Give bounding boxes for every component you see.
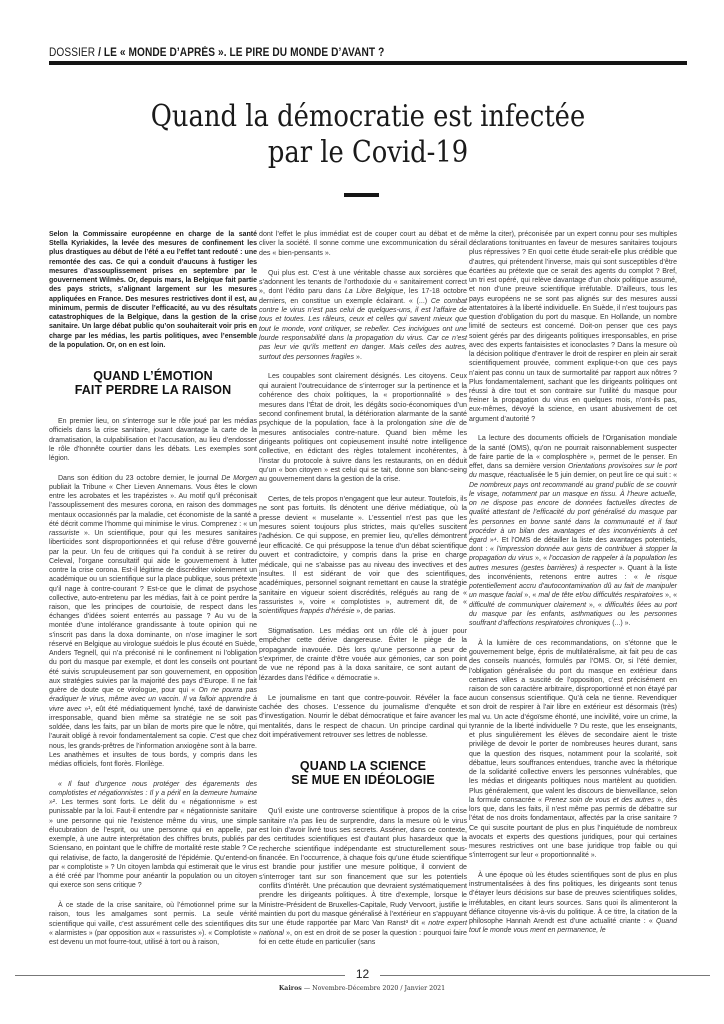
footer-rule-right [380,975,710,976]
column-3 [469,230,677,946]
paragraph [259,495,467,616]
title-line-2: par le Covid-19 [267,135,469,170]
quote: Prenez soin de vous et des autres [544,796,655,804]
text: Certes, de tels propos n’engagent que leur auteur. Toutefois, ils ne sont pas fortuits. Ils dénotent une dérive médiatique, où la presse devient « muselante ». L’essentiel n’est pas que les mesures soient toujours plus strictes, mais qu’elles suscitent l’adhésion. Ce qui suppose, en premier lieu, qu’elles démontrent leur efficacité. Ce qui présuppose la tenue d’un débat scientifique ouvert et contradictoire, y compris dans la prise en charge médicale, qui ne s’abaisse pas au niveau des invectives et des insultes. Il est sidérant de voir que des scientifiques, académiques, personnel soignant remettant en cause la stratégie sanitaire en vigueur soient discrédités, relégués au rang de « rassuristes », voire « complotistes », autrement dit, de « [259,495,467,606]
text: », on est en droit de se poser la question : pourquoi faire foi en cette étude en particulier (sans [259,928,467,947]
text: Les coupables sont clairement désignés. Les citoyens. Ceux qui auraient l’outrecuidance de s’interroger sur la pertinence et la cohérence des choix politiques, la « proportionnalité » des mesures dans l’État de droit, les dégâts socio-économiques d’un second confinement brutal, la détérioration alarmante de la santé psychique de la population, face à la prolongation [259,372,467,428]
subheading-line: SE MUE EN IDÉOLOGIE [291,772,435,787]
article-title [94,99,643,171]
text: À la lumière de ces recommandations, on s’étonne que le gouvernement belge, épris de multilatéralisme, ait fait peu de cas des conseils nuancés, formulés par l’OMS. Or, si l’été dernier, l’obligation généralisée du port du masque en extérieur dans certaines villes a suscité de l’opposition, c’est précisément en raison de son caractère arbitraire, disproportionné et non étayé par aucun consensus scientifique. Qu’à cela ne tienne. Revendiquer son droit de respirer à l’air libre en extérieur est désormais (très) mal vu. Un acte d’égoïsme éhonté, une incivilité, voire un crime, la tyrannie de la liberté individuelle ? Du reste, que les enseignants, et plus singulièrement les élèves de secondaire aient le triste privilège de devoir le porter de nombreuses heures durant, sans que la question des risques, notamment pour la scolarité, soit débattue, leurs souffrances entendues, tranche avec la rhétorique de la solidarité collective envers les personnes vulnérables, que les médias et dirigeants politiques nous martèlent au quotidien. Plus généralement, que valent les discours de bienveillance, selon la formule consacrée « [469,639,677,804]
paragraph [49,780,257,891]
quote: difficulté de communiquer clairement [469,601,587,609]
section-label: DOSSIER [49,47,96,59]
paragraph [469,434,677,628]
text: », « [586,601,605,609]
footer-publication [200,985,524,992]
italic-term: sine die [429,419,456,428]
text: », « [532,555,550,563]
column-1 [49,230,257,958]
paragraph: À ce stade de la crise sanitaire, où l’émotionnel prime sur la raison, tous les amalgames sont permis. La seule vérité scientifique qui vaille, c’est assurément celle des scientifiques dits « alarmistes » (par opposition aux « rassuristes »). « Complotiste » est devenu un mot fourre-tout, utilisé à tort ou à raison, [49,902,257,946]
text: ². Les termes sont forts. Le délit du « négationnisme » est punissable par la loi. Faut-il entendre par « négationniste sanitaire » une personne qui nie l’existence même du virus, une simple élucubration de l’esprit, ou une personne qui en appelle, par exemple, à une autre interprétation des chiffres bruts, publiés par Sciensano, en pointant que le chiffre de mortalité reste stable ? Ce qui relativise, de facto, la dangerosité de l’épidémie. Qu’entend-on par « complotiste » ? Un citoyen lambda qui estimerait que le virus a été créé par l’homme pour anéantir la population ou un citoyen qui exerce son sens critique ? [49,799,257,890]
text: », « [663,592,677,600]
paragraph: Stigmatisation. Les médias ont un rôle clé à jouer pour empêcher cette dérive dangereuse. Éviter le piège de la propagande inavouée. Dès lors qu’une personne a peur de s’exprimer, de crainte d’être vouée aux gémonies, car son point de vue ne répond pas à la doxa sanitaire, ce sont autant de lézardes dans l’édifice « démocratie ». [259,627,467,682]
text: Dans son édition du 23 octobre dernier, le journal [58,474,222,482]
quote: difficultés liées au port du masque par les enfants, asthmatiques ou les personnes souffrant d’affections respiratoires chroniques [469,601,677,628]
subheading-line: QUAND L’ÉMOTION [93,369,213,384]
text: À une époque où les études scientifiques sont de plus en plus instrumentalisées à des fins politiques, les dirigeants sont tenus d’étayer leurs décisions sur base de preuves scientifiques solides, irréfutables, en citant leurs sources. Sans quoi ils alimenteront la défiance citoyenne vis-à-vis du politique. À ce titre, la citation de la philosophe Hannah Arendt est d’une actualité criante : « [469,871,677,926]
issue-date: — Novembre-Décembre 2020 / Janvier 2021 [301,985,446,992]
column-2 [259,230,467,958]
quote: l’impression donnée aux gens de contribuer à stopper la propagation du virus [469,546,677,563]
quote: « Il faut d’urgence nous protéger des égarements des complotistes et négationnistes : Il y a péril en la demeure humaine » [49,780,257,807]
dossier-title: LE « MONDE D’APRÈS ». LE PIRE DU MONDE D’AVANT ? [103,47,385,59]
page-number: 12 [355,967,370,981]
quote: Quand tout le monde vous ment en permanence, le [469,918,677,935]
text: Qui plus est. C’est à une véritable chasse aux sorcières que s’adonnent les tenants de l’orthodoxie du « sanitairement correct », dont l’édito paru dans [259,268,467,296]
quote: Ce combat contre le virus n’est pas celui de quelques-uns, il est l’affaire de tous et toutes. Les râleurs, ceux et celles qui savent mieux que tout le monde, vont critiquer, se rebeller. Ces incivigues ont une lourde responsabilité dans la propagation du virus. Car ce n’est pas leur vie qu’ils mettent en danger. Mais celles des autres, surtout des personnes fragiles [259,296,467,361]
text: Qu’il existe une controverse scientifique à propos de la crise sanitaire n’a pas lieu de surprendre, dans la mesure où le virus est loin d’avoir livré tous ses secrets. Asséner, dans ce contexte, des certitudes scientifiques est d’autant plus hasardeux que la recherche scientifique indépendante est structurellement sous-financée. En l’occurrence, à chaque fois qu’une étude scientifique est brandie pour justifier une mesure politique, il convient de s’interroger tant sur son financement que sur les potentiels conflits d’intérêt. Une précaution que devraient systématiquement prendre les dirigeants politiques. À titre d’exemple, lorsque le Ministre-Président de Bruxelles-Capitale, Rudy Vervoort, justifie le maintien du port du masque généralisé à l’extérieur en s’appuyant sur une étude rapportée par Marc Van Ranst³ dit « [259,807,467,928]
article-lead: Selon la Commissaire européenne en charge de la santé Stella Kyriakides, la levée des mesures de confinement les plus drastiques au début de l’été a eu l’effet tant redouté : une remontée des cas. Ce qui a conduit d’aucuns à fustiger les mesures d’assouplissement prises en septembre par le gouvernement Wilmès. Or, depuis mars, la Belgique fait partie des pays stricts, s’alignant largement sur les mesures appliquées en France. Des mesures restrictives dont il est, au minimum, permis de discuter l’efficacité, au vu des résultats catastrophiques de la Belgique, dans la gestion de la crise sanitaire. Un large débat public qu’on souhaiterait voir pris en charge par les médias, les partis politiques, avec l’ensemble de la population. Or, on en est loin. [49,231,257,349]
text: , les 17-18 octobre derniers, en constitue un exemple éclairant. « (...) [259,287,467,305]
italic-term: rassuriste [49,530,80,538]
quote: mal de tête et/ou difficultés respiratoires [538,592,664,600]
text: ». Quant à la liste des inconvénients, retenons entre autres : « [469,564,678,581]
paragraph [259,807,467,947]
quote: De nombreux pays ont recommandé au grand public de se couvrir le visage, notamment par un masque en tissu. À l’heure actuelle, on ne dispose pas encore de données factuelles directes de qualité attestant de l’efficacité du port généralisé du masque par les personnes en bonne santé dans la communauté et il faut procéder à un bilan des avantages et des inconvénients à cet égard [469,481,677,544]
title-line-1: Quand la démocratie est infectée [150,99,586,134]
document-title: Orientations provisoires sur le port du masque [469,463,678,480]
quote: scientifiques frappés d’hérésie [259,607,355,616]
newspaper-name: La Libre Belgique [344,287,404,296]
text: », de parias. [354,607,396,616]
text: de mesures antisociales contre-nature. Quand bien même les dirigeants politiques ont copieusement insulté notre intelligence collective, en édictant des règles totalement incohérentes, à l’instar du protocole à suivre dans les restaurants, on en déduit qu’un « bon citoyen » est celui qui se tait, donne son blanc-seing au gouvernement dans la gestion de la crise. [259,419,467,484]
header-rule [49,61,687,65]
quote: le risque potentiellement accru d’autocontamination dû au fait de manipuler un masque facial [469,573,677,600]
quote: notre expert national [259,919,467,937]
text: publiait la Tribune « Cher Lieven Annemans. Vous êtes le clown entre les acrobates et les trapézistes ». Au motif qu’il préconisait l’assouplissement des mesures corona, en raison des dommages mentaux occasionnés par la maladie, cet économiste de la santé a été décrit comme l’homme qui minimise le virus. Comprenez : « un [49,483,257,528]
text: », dès lors que, dans les faits, il n’est même pas permis de débattre sur l’état de nos droits fondamentaux, affectés par la crise sanitaire ? Ce qui suscite pourtant de plus en plus l’inquiétude de nombreux avocats et experts des questions juridiques, pour qui certaines mesures restrictives ont une base juridique trop faible ou qui s’interrogent sur leur « proportionnalité ». [469,796,678,860]
kicker-separator: / [98,47,101,59]
subheading-line: FAIT PERDRE LA RAISON [74,382,232,397]
text: , réactualisée le 5 juin dernier, on peut lire ce qui suit : « [503,472,677,480]
subheading-line: QUAND LA SCIENCE [299,759,427,774]
text: La lecture des documents officiels de l’Organisation mondiale de la santé (OMS), qu’on ne pourrait raisonnablement suspecter de faire partie de la « complosphère », permet de le penser. En effet, dans sa dernière version [469,435,677,471]
footer-rule-left [15,975,345,976]
subheading-emotion [49,370,257,397]
section-kicker [49,46,610,60]
paragraph: Le journalisme en tant que contre-pouvoir. Révéler la face cachée des choses. L’essence du journalisme d’enquête et d’investigation. Nourrir le débat démocratique et faire avancer les mentalités, dans le respect de chacun. Un principe cardinal qui doit impérativement retrouver ses lettres de noblesse. [259,693,467,739]
text: ». Un scientifique, pour qui les mesures sanitaires liberticides sont disproportionnées et qui refuse d’être gouverné par la peur. Un feu de critiques qui l’a conduit à se retirer du Celeval, l’organe consultatif qui aide le gouvernement à lutter contre la crise corona. Est-il légitime de discréditer violemment un académique ou un scientifique sur la place publique, sous prétexte qu’il nage à contre-courant ? Est-ce que le climat de psychose collective, auto-entretenu par les médias, fait à ce point perdre la raison, que les principes de courtoisie, de respect dans les échanges d’idées soient enterrés au passage ? Au vu de la montée d’une intolérance grandissante à toute opinion qui ne s’inscrit pas dans la doxa dominante, on n’ose imaginer le sort réservé en Belgique au virologue suédois le plus écouté en Suède, Anders Tegnell, qui n’a préconisé ni le confinement ni l’obligation du port du masque par exemple, et dont les conseils ont pourtant été suivis scrupuleusement par son gouvernement, en opposition aux stratégies suivies par la majorité des pays d’Europe. Il ne fait guère de doute que ce virologue, pour qui « [49,530,257,695]
text: ». [354,352,362,361]
newspaper-name: De Morgen [221,474,257,482]
paragraph: même la citer), préconisée par un expert connu pour ses multiples déclarations tonitruantes en faveur de mesures sanitaires toujours plus répressives ? En quoi cette étude serait-elle plus crédible que d’autres, qui prétendent l’inverse, mais qui sont susceptibles d’être écartées au prétexte que ce serait des agents du complot ? Bref, un tri est opéré, qui relève davantage d’un choix politique assumé, et non d’une preuve scientifique irréfutable. D’ailleurs, tous les pays européens ne se sont pas alignés sur des mesures aussi attentatoires à la liberté individuelle. En Suède, il n’est toujours pas question d’obligation du port du masque. En Hollande, un nombre limité de secteurs est concerné. Doit-on penser que ces pays soient gérés par des dirigeants politiques irresponsables, en prise avec des experts fantaisistes et iconoclastes ? Dans la mesure où la décision politique d’entraver le droit de respirer en plein air serait scientifiquement prouvée, comment explique-t-on que ces pays n’aient pas connu un taux de surmortalité par rapport aux nôtres ? Plus fondamentalement, sachant que les dirigeants politiques ont réussi à dire tout et son contraire sur l’utilité du masque pour freiner la propagation du virus en quelques mois, n’ont-ils pas, eux-mêmes, dévoyé la science, en usant abusivement de cet argument d’autorité ? [469,231,677,423]
publication-name: Kairos [278,985,302,992]
text: (...) ». [610,620,631,628]
paragraph [49,474,257,770]
paragraph [469,639,677,861]
paragraph [259,269,467,362]
paragraph: En premier lieu, on s’interroge sur le rôle joué par les médias officiels dans la crise sanitaire, jouant davantage la carte de la dramatisation, la culpabilisation et l’accusation, au lieu d’endosser le rôle d’honnête courtier dans les débats. Les exemples sont légion. [49,418,257,462]
text: »¹, eût été médiatiquement lynché, taxé de darwiniste irresponsable, quand bien même sa stratégie ne se soit pas soldée, dans les faits, par un bilan de morts pire que le nôtre, qui l’aurait obligé à revoir fondamentalement sa copie. C’est que chez nous, les grands-prêtres de l’information anxiogène sont à la barre. Les anathèmes et insultes de tous bords, y compris dans les médias officiels, font florès. Florilège. [49,705,257,768]
text: »⁴. Et l’OMS de détailler la liste des avantages potentiels, dont : « [469,537,677,554]
quote: On ne pourra pas éradiquer le virus, même avec un vaccin. Il va falloir apprendre à vivre avec [49,687,257,713]
title-divider [344,193,379,197]
paragraph [259,372,467,484]
paragraph: dont l’effet le plus immédiat est de couper court au débat et de cliver la société. Il sonne comme une excommunication du sérail des « bien-pensants ». [259,230,467,257]
quote: l’occasion de rappeler à la population les autres mesures (gestes barrières) à respecter [469,555,677,572]
subheading-science [259,760,467,787]
paragraph [469,871,677,936]
text: », « [522,592,539,600]
